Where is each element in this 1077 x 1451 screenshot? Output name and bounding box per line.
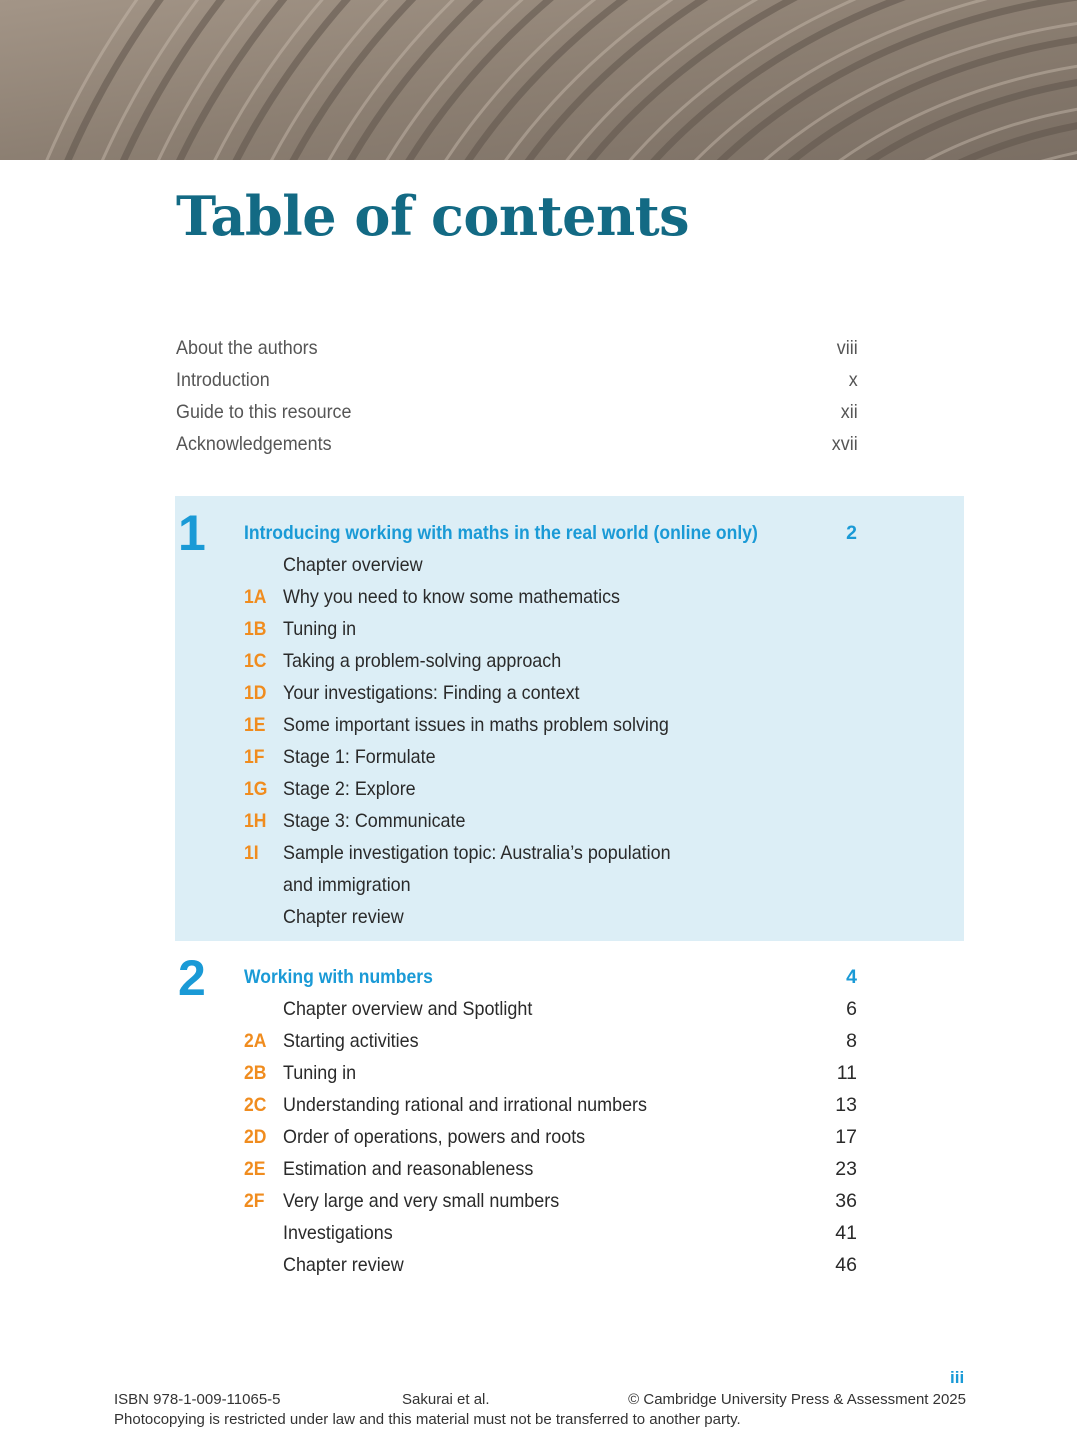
section-title-cell [283,1121,797,1153]
chapter-number: 1 [178,505,206,561]
toc-entry[interactable] [244,709,857,741]
section-page [797,581,857,613]
section-title-cell [283,709,797,741]
section-title-cell [283,613,797,645]
front-matter-page: xvii [831,433,858,455]
toc-entry[interactable] [244,1025,857,1057]
section-title: Some important issues in maths problem solving [283,714,669,736]
section-code [244,869,279,901]
front-matter-title: Guide to this resource [176,401,352,423]
section-title-cell [283,1089,797,1121]
section-page: 8 [846,1030,857,1052]
section-page: 11 [836,1062,857,1084]
chapter-title: Introducing working with maths in the real world (online only) [244,522,758,544]
toc-entry[interactable] [244,1185,857,1217]
section-page: 6 [846,998,857,1020]
chapter-page: 2 [846,522,857,544]
chapter-heading[interactable] [244,517,857,549]
section-title: Taking a problem-solving approach [283,650,562,672]
front-matter-item[interactable] [176,332,858,364]
section-code: 1H [244,810,267,832]
section-page [797,901,857,933]
section-title-cell [283,741,797,773]
section-page [797,869,857,901]
toc-entry[interactable] [244,645,857,677]
toc-entry[interactable] [244,869,857,901]
front-matter-page: xii [840,401,858,423]
section-code: 1B [244,618,267,640]
section-title: Your investigations: Finding a context [283,682,580,704]
section-title: Sample investigation topic: Australia’s population [283,842,671,864]
section-page: 13 [835,1094,857,1116]
section-code: 2B [244,1062,267,1084]
section-code: 1G [244,778,268,800]
section-title-cell [283,1057,797,1089]
section-page [797,773,857,805]
toc-entry[interactable] [244,1121,857,1153]
section-title: Tuning in [283,618,357,640]
section-title: Starting activities [283,1030,419,1052]
section-title: Chapter overview [283,554,423,576]
section-code: 1E [244,714,266,736]
section-code: 2E [244,1158,266,1180]
section-page [797,709,857,741]
page-number: iii [950,1368,965,1387]
section-title: Tuning in [283,1062,357,1084]
section-code [244,1217,279,1249]
front-matter-title: Introduction [176,369,270,391]
footer-authors: Sakurai et al. [402,1391,490,1408]
section-title: Understanding rational and irrational numbers [283,1094,648,1116]
toc-entry[interactable] [244,1153,857,1185]
section-code: 2A [244,1030,267,1052]
section-code: 2C [244,1094,267,1116]
front-matter-item[interactable] [176,396,858,428]
section-page [797,677,857,709]
front-matter-list [176,332,858,460]
section-page [797,549,857,581]
section-code: 1A [244,586,267,608]
section-code [244,993,279,1025]
wood-texture-image [0,0,1077,160]
toc-entry[interactable] [244,549,857,581]
front-matter-page: x [848,369,858,391]
section-title-cell [283,1025,797,1057]
section-title: Chapter review [283,1254,404,1276]
section-title: Why you need to know some mathematics [283,586,621,608]
section-title: Chapter overview and Spotlight [283,998,533,1020]
section-code: 2F [244,1190,265,1212]
section-page [797,645,857,677]
section-code [244,1249,279,1281]
section-code: 1I [244,842,259,864]
section-page [797,805,857,837]
chapter-page: 4 [846,966,857,988]
chapter-entries [244,993,857,1281]
section-title-cell [283,1217,797,1249]
section-title: Stage 1: Formulate [283,746,436,768]
section-title: Estimation and reasonableness [283,1158,534,1180]
section-title-cell [283,837,797,869]
toc-entry[interactable] [244,773,857,805]
chapter-title: Working with numbers [244,966,433,988]
toc-entry[interactable] [244,837,857,869]
section-title-cell [283,901,797,933]
section-code: 1D [244,682,267,704]
section-page: 41 [835,1222,857,1244]
section-title: Stage 2: Explore [283,778,416,800]
toc-entry[interactable] [244,1217,857,1249]
chapter-entries [244,549,857,933]
footer-isbn: ISBN 978-1-009-11065-5 [114,1391,281,1408]
section-title: Very large and very small numbers [283,1190,560,1212]
section-page: 36 [835,1190,857,1212]
section-title-cell [283,993,797,1025]
section-title-cell [283,773,797,805]
section-page [797,837,857,869]
chapter-number: 2 [178,950,206,1006]
section-title: Order of operations, powers and roots [283,1126,586,1148]
section-title-cell [283,1185,797,1217]
section-page: 17 [835,1126,857,1148]
section-code: 2D [244,1126,267,1148]
front-matter-title: Acknowledgements [176,433,332,455]
toc-entry[interactable] [244,805,857,837]
wood-grain-banner [0,0,1077,160]
section-title-cell [283,805,797,837]
chapter-1-block [175,496,964,941]
section-title-cell [283,549,797,581]
section-page [797,741,857,773]
section-code [244,901,279,933]
toc-entry[interactable] [244,677,857,709]
front-matter-page: viii [836,337,858,359]
section-code: 1F [244,746,265,768]
front-matter-item[interactable] [176,428,858,460]
section-title-cell [283,1249,797,1281]
toc-entry[interactable] [244,901,857,933]
toc-entry[interactable] [244,613,857,645]
toc-entry[interactable] [244,1057,857,1089]
front-matter-title: About the authors [176,337,318,359]
section-title-cell [283,1153,797,1185]
toc-entry[interactable] [244,993,857,1025]
section-title-cell [283,581,797,613]
section-title: Chapter review [283,906,404,928]
footer-notice: Photocopying is restricted under law and this material must not be transferred to another party. [114,1411,741,1428]
section-title: Investigations [283,1222,393,1244]
section-page: 23 [835,1158,857,1180]
section-page: 46 [835,1254,857,1276]
footer-copyright: © Cambridge University Press & Assessment 2025 [628,1391,966,1408]
toc-entry[interactable] [244,581,857,613]
section-title-cell [283,645,797,677]
chapter-2-block [175,941,964,1281]
section-title-cell [283,677,797,709]
toc-entry[interactable] [244,741,857,773]
page-title: Table of contents [176,184,690,248]
front-matter-item[interactable] [176,364,858,396]
toc-entry[interactable] [244,1249,857,1281]
section-title: and immigration [283,874,411,896]
section-page [797,613,857,645]
toc-entry[interactable] [244,1089,857,1121]
section-code [244,549,279,581]
section-code: 1C [244,650,267,672]
section-title: Stage 3: Communicate [283,810,466,832]
section-title-cell [283,869,797,901]
chapter-heading[interactable] [244,961,857,993]
footer [114,1391,966,1431]
